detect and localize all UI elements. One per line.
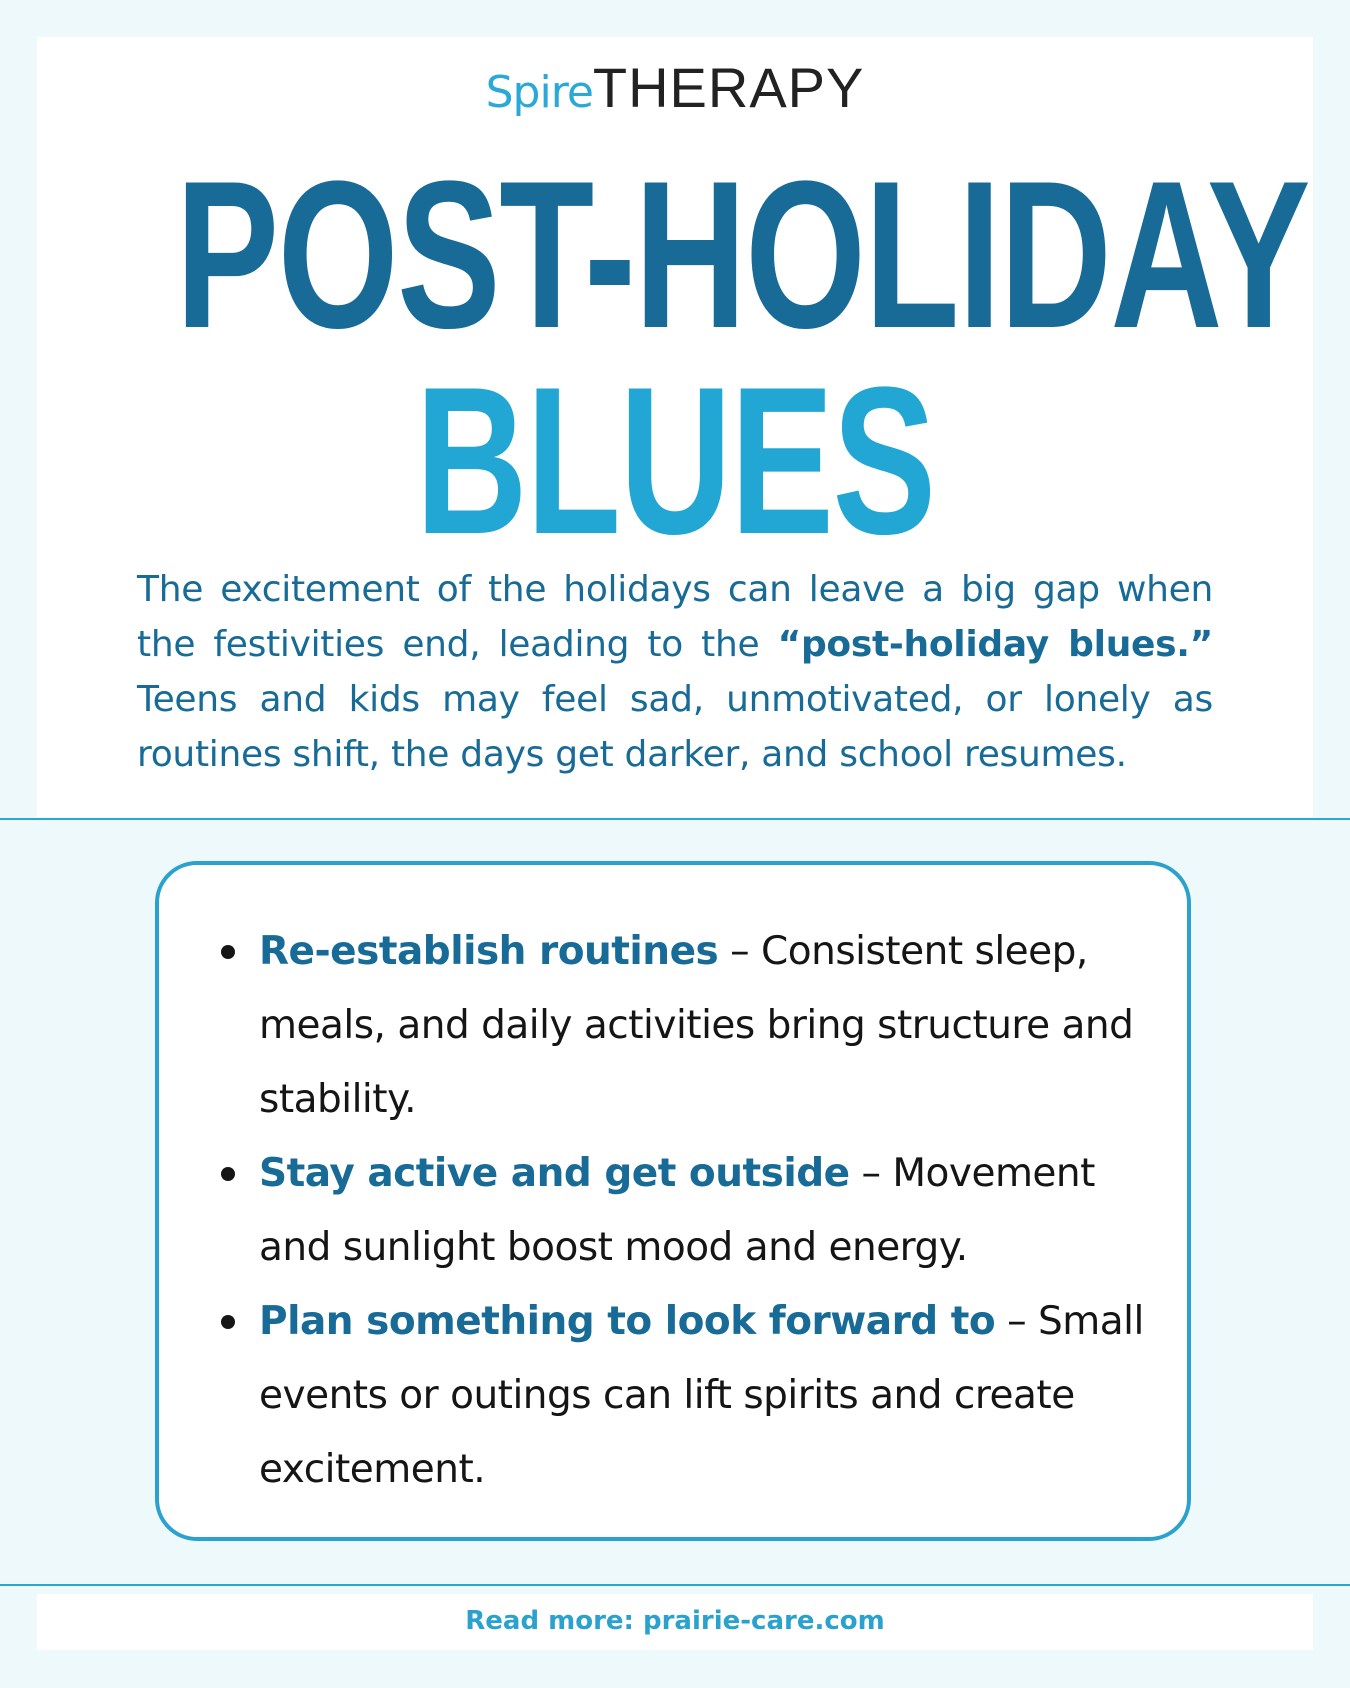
- tip-text: – Movement and sunlight boost mood and energy.: [259, 1151, 1095, 1270]
- tip-text: – Small events or outings can lift spirits and create excitement.: [259, 1299, 1144, 1492]
- read-more-link[interactable]: Read more: prairie-care.com: [465, 1606, 885, 1636]
- headline-line-2: BLUES: [415, 343, 935, 578]
- section-divider-bottom: [0, 1584, 1350, 1586]
- tip-lead: Stay active and get outside: [259, 1151, 850, 1196]
- tip-item-stay-active: [259, 1137, 1159, 1285]
- logo-therapy-text: THERAPY: [592, 56, 865, 119]
- tip-item-plan-something: [259, 1285, 1159, 1507]
- tips-list: [259, 915, 1159, 1507]
- tip-lead: Plan something to look forward to: [259, 1299, 996, 1344]
- spire-therapy-logo: [0, 56, 1350, 119]
- bullet-icon: [221, 1315, 235, 1329]
- tip-item-routines: [259, 915, 1159, 1137]
- intro-text-after: Teens and kids may feel sad, unmotivated, or lonely as routines shift, the days get darker, and school resumes.: [137, 679, 1213, 775]
- tip-lead: Re-establish routines: [259, 929, 719, 974]
- logo-spire-text: Spire: [485, 67, 593, 118]
- tip-text: – Consistent sleep, meals, and daily activities bring structure and stability.: [259, 929, 1134, 1122]
- section-divider-top: [0, 818, 1350, 820]
- tips-box: [155, 861, 1191, 1541]
- intro-highlight: “post-holiday blues.”: [777, 624, 1213, 665]
- intro-paragraph: [137, 562, 1213, 782]
- intro-text-before: The excitement of the holidays can leave a big gap when the festivities end, leading to the: [137, 569, 1213, 665]
- headline-line-1: POST-HOLIDAY: [175, 137, 1310, 372]
- bullet-icon: [221, 1167, 235, 1181]
- bullet-icon: [221, 945, 235, 959]
